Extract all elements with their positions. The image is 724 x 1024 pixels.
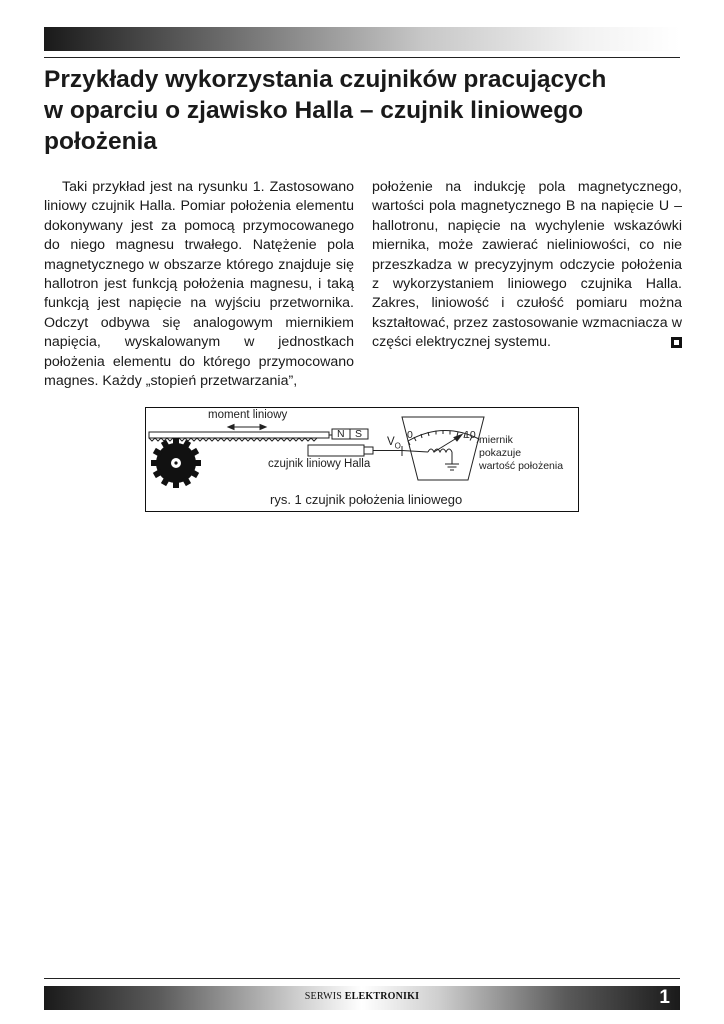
article-title bbox=[44, 64, 680, 157]
label-vo-sub: O bbox=[394, 441, 401, 451]
brand-name bbox=[44, 991, 680, 1002]
footer-rule bbox=[44, 978, 680, 979]
title-line-2: w oparciu o zjawisko Halla – czujnik liniowego bbox=[44, 97, 584, 124]
paragraph-right-text: położenie na indukcję pola magnetycznego, wartości pola magnetycznego B na napięcie U – hallotronu, napięcie na wychylenie wskazówki miernika, może zawierać nieliniowości, co nie przeszkadza w precyzyjnym odczycie położenia z wykorzystaniem liniowego czujnika Halla. Zakres, liniowość i czułość pomiaru można kształtować, przez zastosowanie wzmacniacza w części elektrycznej systemu. bbox=[372, 179, 682, 351]
paragraph-left: Taki przykład jest na rysunku 1. Zastosowano liniowy czujnik Halla. Pomiar położenia elementu dokonywany jest za pomocą przymocowanego do niego magnesu trwałego. Natężenie pola magnetycznego w obszarze którego znajduje się hallotron jest funkcją położenia magnesu, i taką funkcją jest napięcie na wyjściu przetwornika. Odczyt odbywa się analogowym miernikiem napięcia, wyskalowanym w jednostkach położenia elementu do którego przymocowano magnes. Każdy „stopień przetwarzania”, bbox=[44, 179, 354, 390]
label-output-voltage bbox=[387, 436, 401, 452]
label-meter-line-2: pokazuje bbox=[479, 447, 522, 459]
motion-arrow-icon bbox=[228, 425, 266, 430]
article-column-right bbox=[372, 178, 682, 353]
article-column-left bbox=[44, 178, 354, 391]
meter-icon bbox=[402, 417, 484, 480]
label-meter-line-3: wartość położenia bbox=[479, 460, 564, 472]
pinion-gear-icon bbox=[151, 438, 201, 488]
paragraph-right bbox=[372, 178, 682, 353]
title-line-3: położenia bbox=[44, 128, 157, 155]
brand-regular: SERWIS bbox=[304, 991, 345, 1002]
brand-bold: ELEKTRONIKI bbox=[344, 991, 420, 1002]
meter-scale-max: 10 bbox=[464, 429, 476, 441]
footer-gradient-bar bbox=[44, 986, 680, 1010]
title-line-1: Przykłady wykorzystania czujników pracujących bbox=[44, 66, 607, 93]
label-linear-motion: moment liniowy bbox=[208, 409, 288, 421]
meter-scale-min: 0 bbox=[407, 429, 413, 441]
end-of-article-icon bbox=[671, 337, 682, 348]
figure-caption: rys. 1 czujnik położenia liniowego bbox=[270, 492, 463, 507]
label-hall-sensor: czujnik liniowy Halla bbox=[268, 458, 371, 470]
figure-hall-sensor bbox=[145, 407, 579, 512]
page-number: 1 bbox=[659, 987, 670, 1008]
label-meter-line-1: miernik bbox=[479, 434, 513, 446]
header-rule bbox=[44, 57, 680, 58]
label-magnet-s: S bbox=[355, 428, 363, 440]
gear-rack-icon bbox=[149, 432, 351, 441]
label-magnet-n: N bbox=[337, 428, 345, 440]
header-gradient-bar bbox=[44, 27, 680, 51]
label-vo-main: V bbox=[387, 436, 395, 448]
